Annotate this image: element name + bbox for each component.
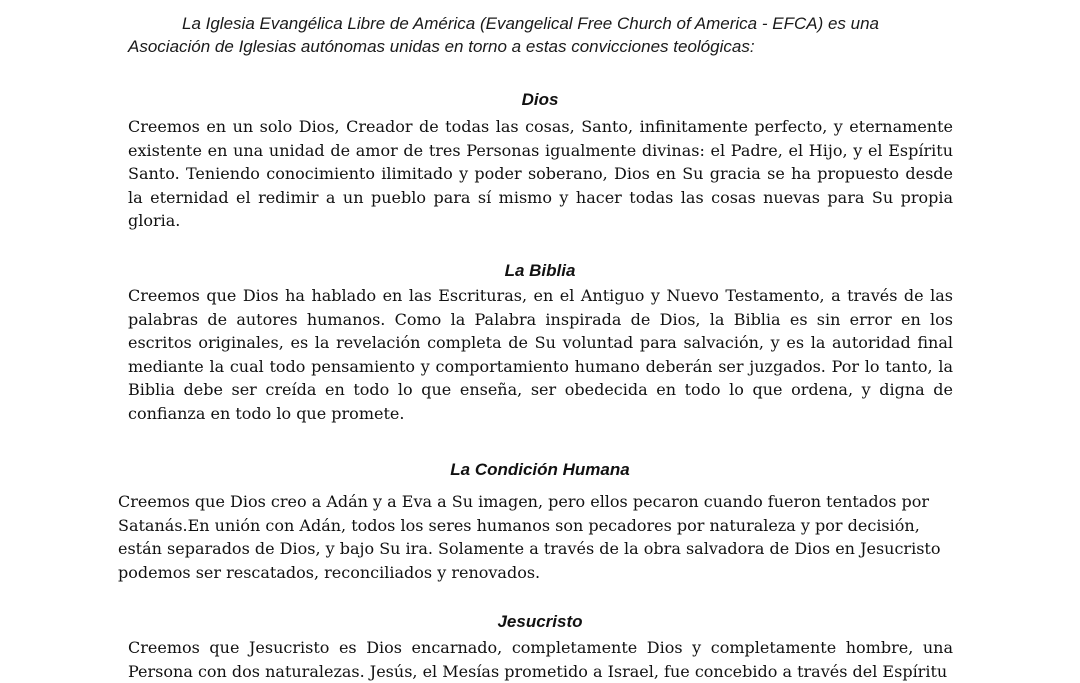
intro-line-1: La Iglesia Evangélica Libre de América (Evangelical Free Church of America - EFCA) es una (182, 14, 879, 33)
section-body-condicion-humana: Creemos que Dios creo a Adán y a Eva a Su imagen, pero ellos pecaron cuando fueron tentados por Satanás.En unión con Adán, todos los seres humanos son pecadores por naturaleza y por decisión, están separados de Dios, y bajo Su ira. Solamente a través de la obra salvadora de Dios en Jesucristo podemos ser rescatados, reconciliados y renovados. (118, 492, 941, 582)
section-body-dios: Creemos en un solo Dios, Creador de todas las cosas, Santo, infinitamente perfecto, y eternamente existente en una unidad de amor de tres Personas igualmente divinas: el Padre, el Hijo, y el Espíritu Santo. Teniendo conocimiento ilimitado y poder soberano, Dios en Su gracia se ha propuesto desde la eternidad el redimir a un pueblo para sí mismo y hacer todas las cosas nuevas para Su propia gloria. (128, 117, 953, 230)
intro-line-2: Asociación de Iglesias autónomas unidas en torno a estas convicciones teológicas: (128, 37, 755, 56)
section-title-dios: Dios (521, 90, 559, 109)
section-body-jesucristo: Creemos que Jesucristo es Dios encarnado, completamente Dios y completamente hombre, una Persona con dos naturalezas. Jesús, el Mesías prometido a Israel, fue concebido a través del Espíritu (128, 638, 953, 681)
section-title-jesucristo: Jesucristo (497, 612, 583, 631)
section-title-la-biblia: La Biblia (504, 261, 576, 280)
section-body-la-biblia: Creemos que Dios ha hablado en las Escrituras, en el Antiguo y Nuevo Testamento, a través de las palabras de autores humanos. Como la Palabra inspirada de Dios, la Biblia es sin error en los escritos originales, es la revelación completa de Su voluntad para salvación, y es la autoridad final mediante la cual todo pensamiento y comportamiento humano deberán ser juzgados. Por lo tanto, la Biblia debe ser creída en todo lo que enseña, ser obedecida en todo lo que ordena, y digna de confianza en todo lo que promete. (128, 286, 953, 423)
intro-paragraph (128, 12, 928, 58)
section-title-condicion-humana: La Condición Humana (450, 460, 630, 479)
